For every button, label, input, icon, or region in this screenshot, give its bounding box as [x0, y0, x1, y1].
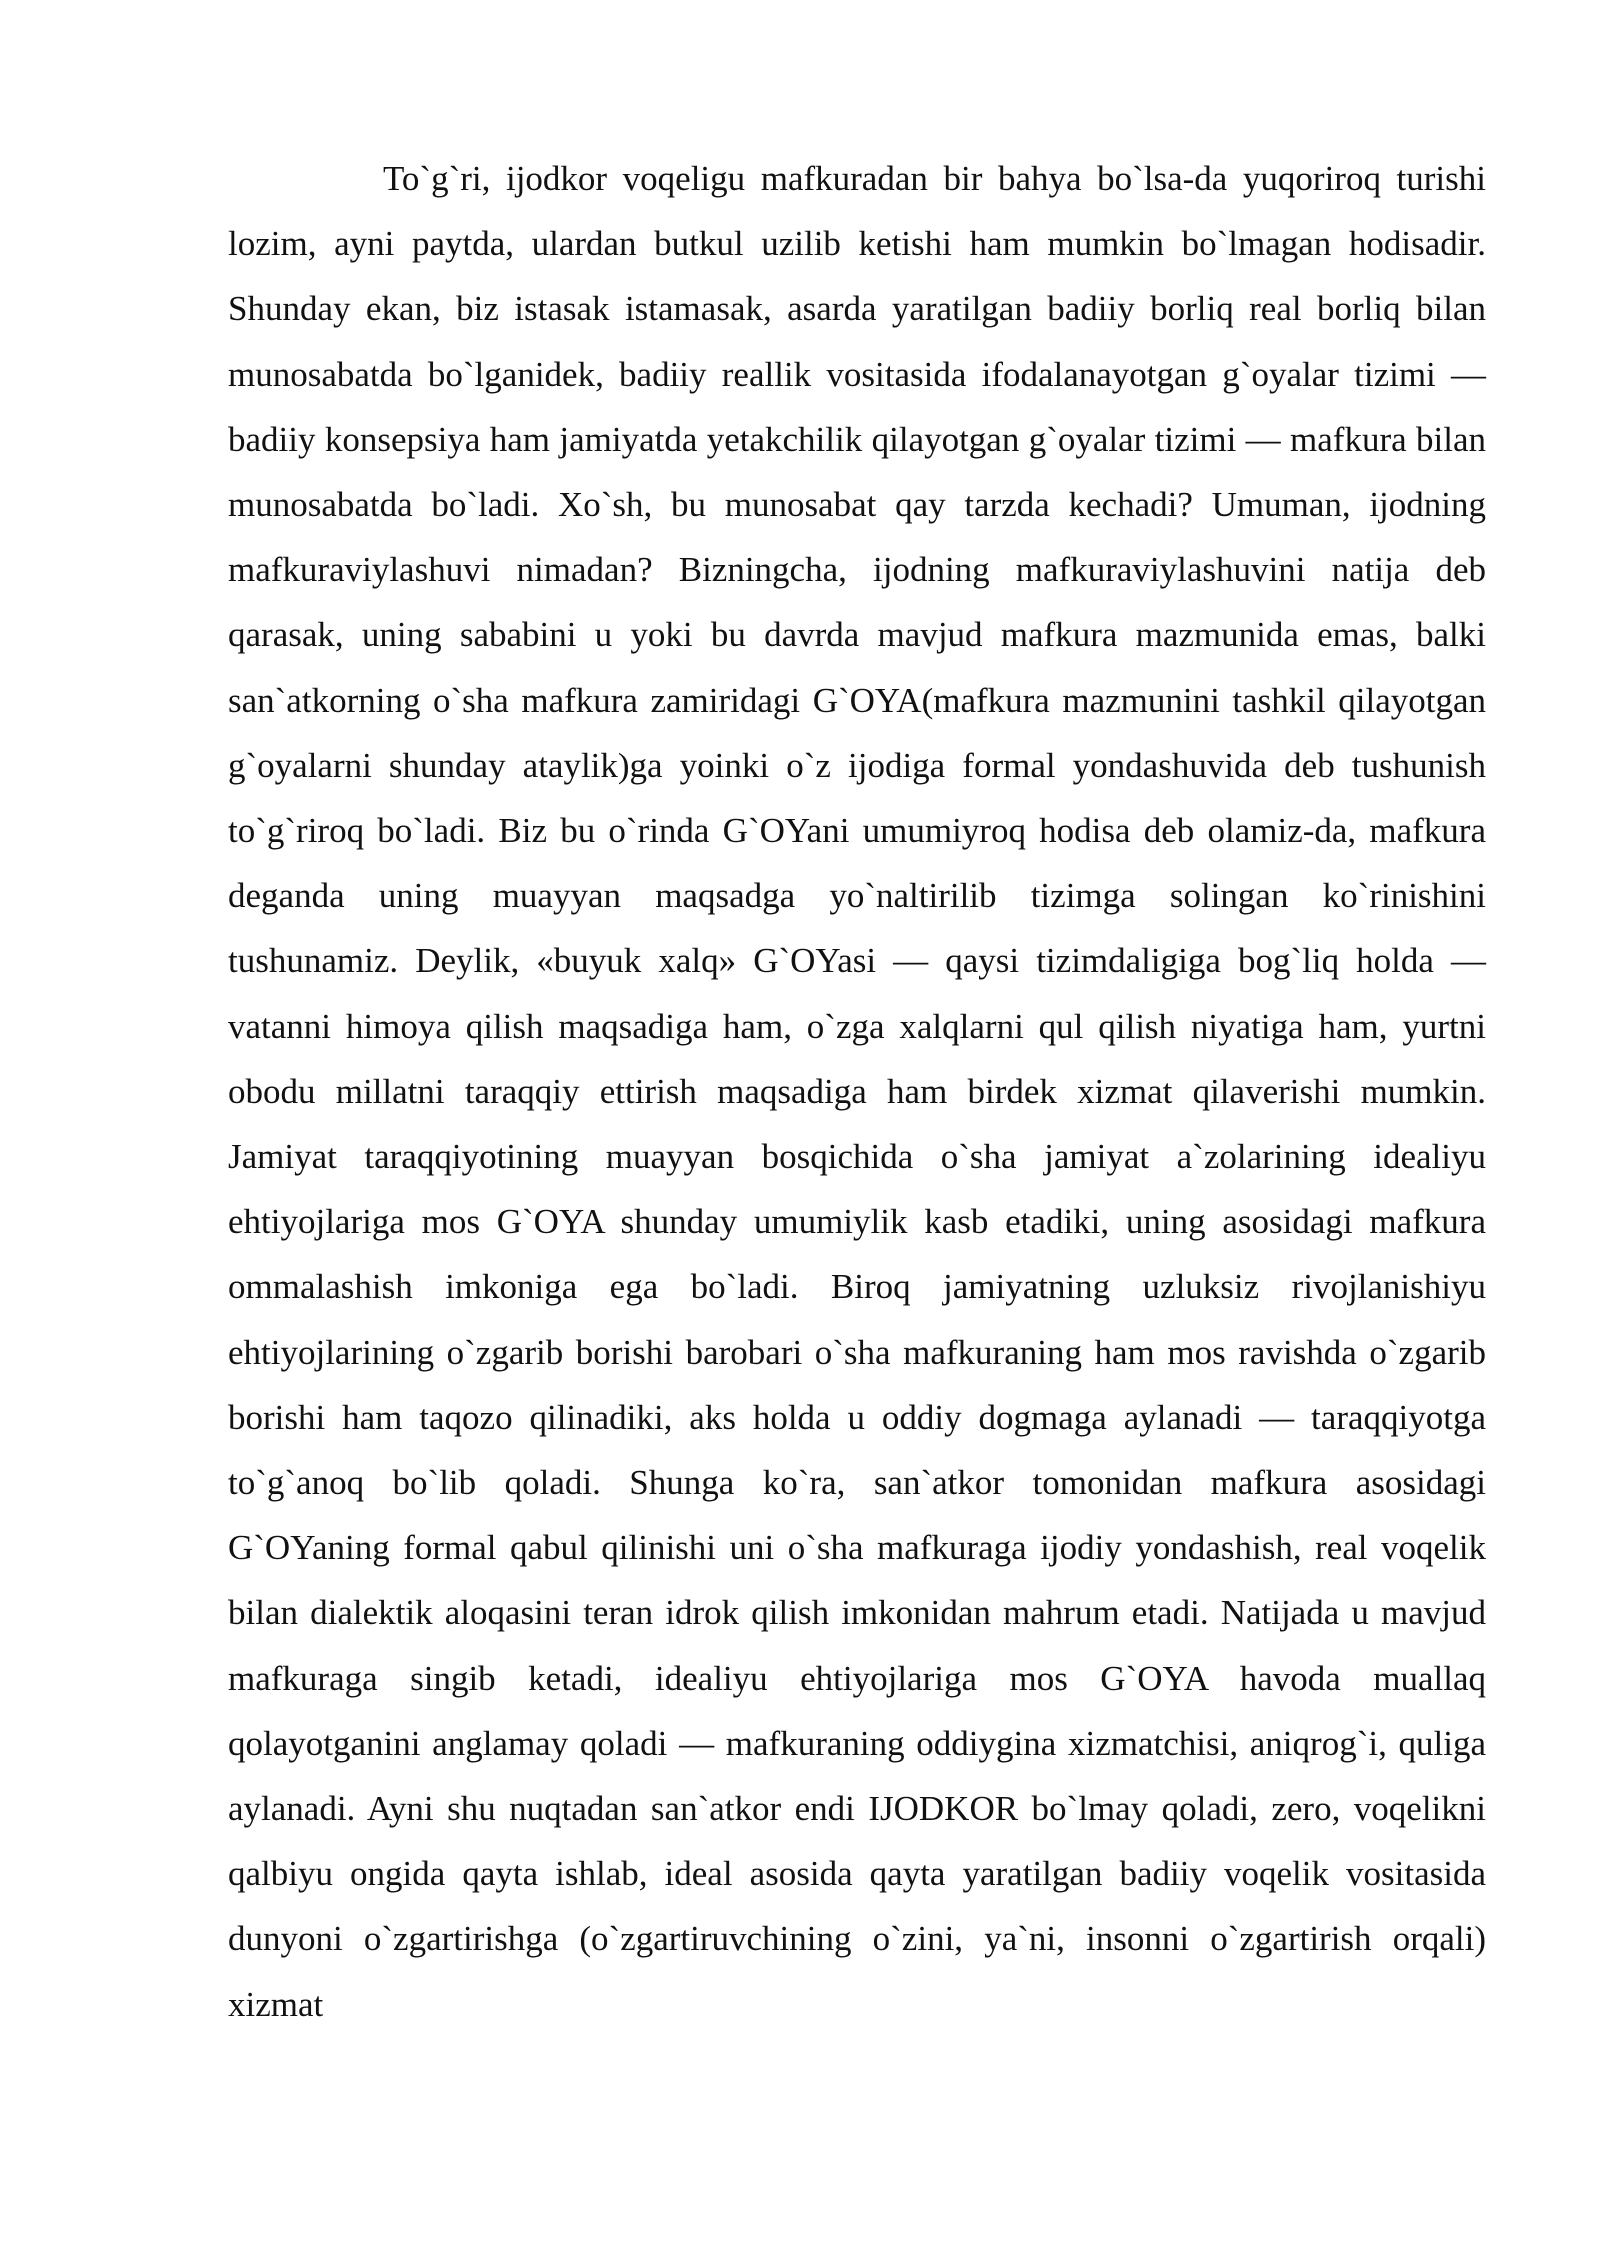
- document-body: [228, 146, 1486, 2037]
- body-paragraph: To`g`ri, ijodkor voqeligu mafkuradan bir bahya bo`lsa-da yuqoriroq turishi lozim, ayni paytda, ulardan butkul uzilib ketishi ham mumkin bo`lmagan hodisadir. Shunday ekan, biz istasak istamasak, asarda yaratilgan badiiy borliq real borliq bilan munosabatda bo`lganidek, badiiy reallik vositasida ifodalanayotgan g`oyalar tizimi — badiiy konsepsiya ham jamiyatda yetakchilik qilayotgan g`oyalar tizimi — mafkura bilan munosabatda bo`ladi. Xo`sh, bu munosabat qay tarzda kechadi? Umuman, ijodning mafkuraviylashuvi nimadan? Bizningcha, ijodning mafkuraviylashuvini natija deb qarasak, uning sababini u yoki bu davrda mavjud mafkura mazmunida emas, balki san`atkorning o`sha mafkura zamiridagi G`OYA(mafkura mazmunini tashkil qilayotgan g`oyalarni shunday ataylik)ga yoinki o`z ijodiga formal yondashuvida deb tushunish to`g`riroq bo`ladi. Biz bu o`rinda G`OYani umumiyroq hodisa deb olamiz-da, mafkura deganda uning muayyan maqsadga yo`naltirilib tizimga solingan ko`rinishini tushunamiz. Deylik, «buyuk xalq» G`OYasi — qaysi tizimdaligiga bog`liq holda — vatanni himoya qilish maqsadiga ham, o`zga xalqlarni qul qilish niyatiga ham, yurtni obodu millatni taraqqiy ettirish maqsadiga ham birdek xizmat qilaverishi mumkin. Jamiyat taraqqiyotining muayyan bosqichida o`sha jamiyat a`zolarining idealiyu ehtiyojlariga mos G`OYA shunday umumiylik kasb etadiki, uning asosidagi mafkura ommalashish imkoniga ega bo`ladi. Biroq jamiyatning uzluksiz rivojlanishiyu ehtiyojlarining o`zgarib borishi barobari o`sha mafkuraning ham mos ravishda o`zgarib borishi ham taqozo qilinadiki, aks holda u oddiy dogmaga aylanadi — taraqqiyotga to`g`anoq bo`lib qoladi. Shunga ko`ra, san`atkor tomonidan mafkura asosidagi G`OYaning formal qabul qilinishi uni o`sha mafkuraga ijodiy yondashish, real voqelik bilan dialektik aloqasini teran idrok qilish imkonidan mahrum etadi. Natijada u mavjud mafkuraga singib ketadi, idealiyu ehtiyojlariga mos G`OYA havoda muallaq qolayotganini anglamay qoladi — mafkuraning oddiygina xizmatchisi, aniqrog`i, quliga aylanadi. Ayni shu nuqtadan san`atkor endi IJODKOR bo`lmay qoladi, zero, voqelikni qalbiyu ongida qayta ishlab, ideal asosida qayta yaratilgan badiiy voqelik vositasida dunyoni o`zgartirishga (o`zgartiruvchining o`zini, ya`ni, insonni o`zgartirish orqali) xizmat: [228, 159, 1486, 2024]
